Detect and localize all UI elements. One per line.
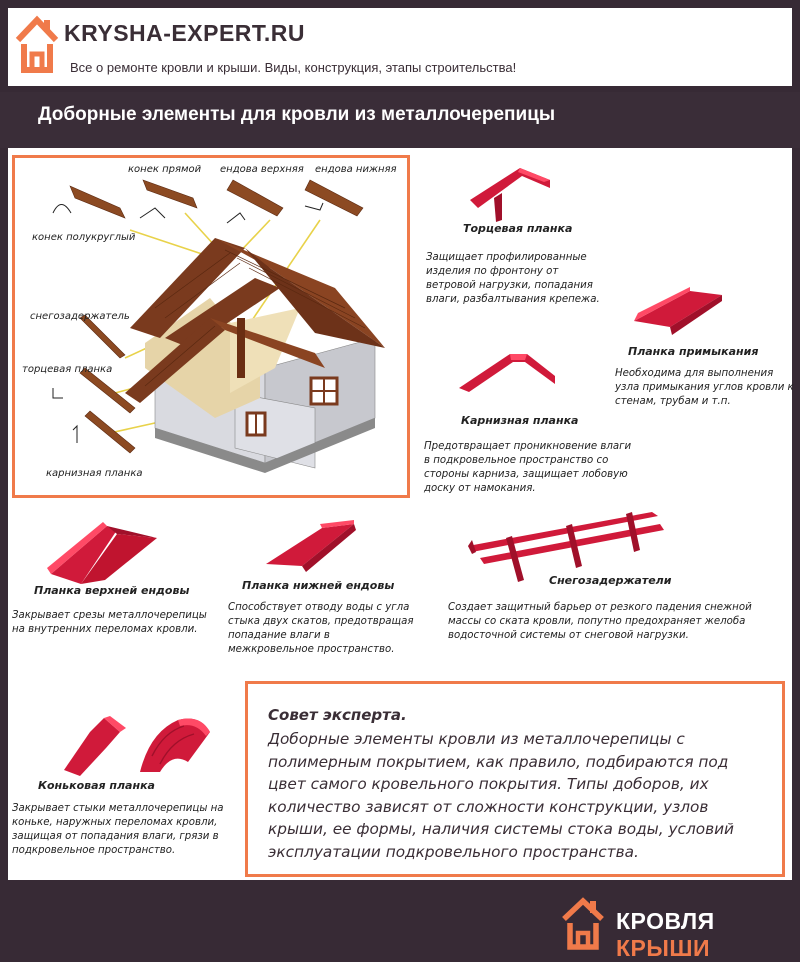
junction-strip-description: Необходима для выполнения узла примыкания углов кровли к стенам, трубам и т.п.: [615, 368, 794, 407]
expert-tip-body: Доборные элементы кровли из металлочерепицы с полимерным покрытием, как правило, подбираются под цвет самого кровельного покрытия. Типы доборов, их количество зависят от сложности конструкции, узлов крыши, ее формы, наличия системы стока воды, условий эксплуатации подкровельного пространства.: [268, 730, 734, 861]
footer-brand-part2: КРЫШИ: [616, 935, 711, 961]
lower-valley-description: Способствует отводу воды с угла стыка двух скатов, предотвращая попадание влаги в межкровельное пространство.: [228, 602, 414, 655]
ridge-strip-icon: [60, 712, 230, 780]
expert-tip-heading: Совет эксперта.: [268, 706, 407, 724]
upper-valley-icon: [45, 520, 165, 590]
page-title: Доборные элементы для кровли из металлочерепицы: [38, 104, 556, 125]
site-tagline: Все о ремонте кровли и крыши. Виды, конструкция, этапы строительства!: [70, 60, 517, 75]
gable-strip-description: Защищает профилированные изделия по фронтону от ветровой нагрузки, попадания влаги, разбалтывания крепежа.: [426, 252, 600, 305]
snow-guard-description: Создает защитный барьер от резкого падения снежной массы со ската кровли, попутно предохраняет желоба водосточной системы от снеговой нагрузки.: [448, 602, 752, 641]
label-ridge-round: конек полукруглый: [32, 232, 136, 243]
snow-guard-caption: Снегозадержатели: [549, 574, 672, 587]
gable-strip-caption: Торцевая планка: [463, 222, 573, 235]
upper-valley-caption: Планка верхней ендовы: [34, 584, 190, 597]
eaves-strip-description: Предотвращает проникновение влаги в подкровельное пространство со стороны карниза, защищает лобовую доску от намокания.: [424, 441, 632, 494]
label-eaves-strip: карнизная планка: [46, 468, 143, 479]
title-bar-extension: [655, 92, 800, 148]
label-valley-lower: ендова нижняя: [315, 164, 397, 175]
ridge-strip-description: Закрывает стыки металлочерепицы на коньке, наружных переломах кровли, защищая от попадания влаги, грязи в подкровельное пространство.: [12, 803, 224, 856]
footer-brand[interactable]: [616, 908, 800, 962]
house-diagram: [15, 158, 407, 495]
label-valley-upper: ендова верхняя: [220, 164, 304, 175]
site-name[interactable]: KRYSHA-EXPERT.RU: [64, 20, 306, 46]
junction-strip-icon: [630, 283, 730, 338]
label-ridge-straight: конек прямой: [128, 164, 202, 175]
eaves-strip-icon: [455, 348, 560, 408]
footer-house-logo-icon[interactable]: [560, 895, 606, 953]
label-snow-guard: снегозадержатель: [30, 311, 130, 322]
house-logo-icon[interactable]: [14, 14, 60, 76]
footer-brand-part1: КРОВЛЯ: [616, 908, 715, 934]
lower-valley-icon: [262, 518, 362, 578]
lower-valley-caption: Планка нижней ендовы: [242, 579, 395, 592]
upper-valley-description: Закрывает срезы металлочерепицы на внутренних переломах кровли.: [12, 610, 207, 635]
snow-guard-icon: [462, 504, 672, 584]
junction-strip-caption: Планка примыкания: [628, 345, 759, 358]
gable-strip-icon: [460, 160, 560, 230]
ridge-strip-caption: Коньковая планка: [38, 779, 155, 792]
label-gable-strip: торцевая планка: [22, 364, 113, 375]
eaves-strip-caption: Карнизная планка: [461, 414, 579, 427]
